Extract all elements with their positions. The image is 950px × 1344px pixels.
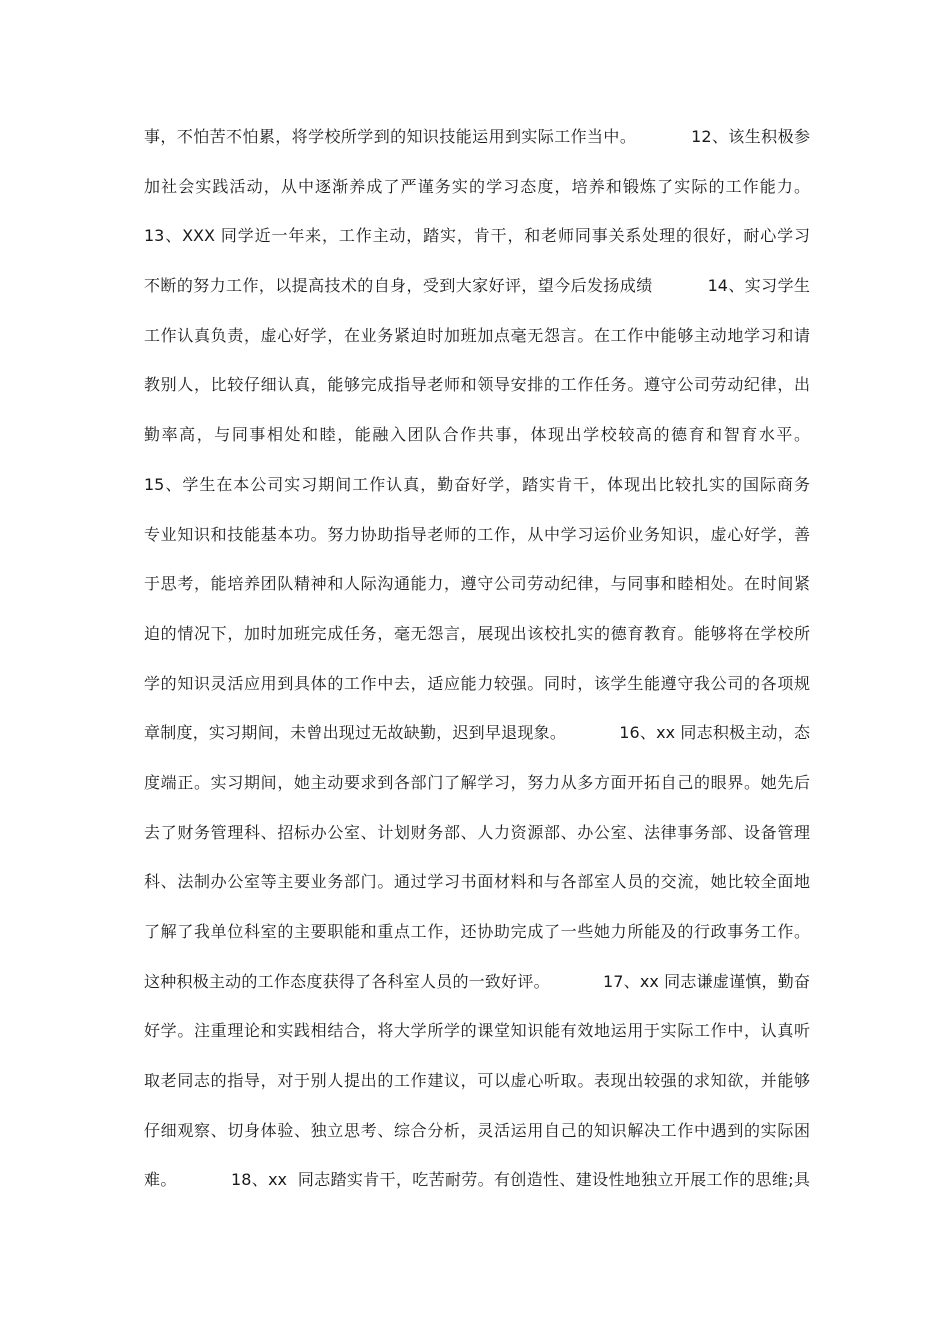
- text-line: 13、XXX 同学近一年来，工作主动，踏实，肯干，和老师同事关系处理的很好，耐心学习: [144, 226, 810, 246]
- text-line: 专业知识和技能基本功。努力协助指导老师的工作，从中学习运价业务知识，虚心好学，善: [144, 524, 810, 544]
- text-line: 仔细观察、切身体验、独立思考、综合分析，灵活运用自己的知识解决工作中遇到的实际困: [144, 1120, 810, 1140]
- text-line: 这种积极主动的工作态度获得了各科室人员的一致好评。 17、xx 同志谦虚谨慎，勤奋: [144, 971, 810, 991]
- text-line: 迫的情况下，加时加班完成任务，毫无怨言，展现出该校扎实的德育教育。能够将在学校所: [144, 623, 810, 643]
- text-line: 工作认真负责，虚心好学，在业务紧迫时加班加点毫无怨言。在工作中能够主动地学习和请: [144, 325, 810, 345]
- text-line: 勤率高，与同事相处和睦，能融入团队合作共事，体现出学校较高的德育和智育水平。: [144, 425, 810, 445]
- text-line: 于思考，能培养团队精神和人际沟通能力，遵守公司劳动纪律，与同事和睦相处。在时间紧: [144, 574, 810, 594]
- text-line: 科、法制办公室等主要业务部门。通过学习书面材料和与各部室人员的交流，她比较全面地: [144, 872, 810, 892]
- text-line: 了解了我单位科室的主要职能和重点工作，还协助完成了一些她力所能及的行政事务工作。: [144, 922, 810, 941]
- text-line: 取老同志的指导，对于别人提出的工作建议，可以虚心听取。表现出较强的求知欲，并能够: [144, 1071, 810, 1091]
- text-line: 加社会实践活动，从中逐渐养成了严谨务实的学习态度，培养和锻炼了实际的工作能力。: [144, 176, 810, 196]
- document-body: [144, 121, 810, 1214]
- text-line: 学的知识灵活应用到具体的工作中去，适应能力较强。同时，该学生能遵守我公司的各项规: [144, 673, 810, 693]
- text-line: 不断的努力工作，以提高技术的自身，受到大家好评，望今后发扬成绩 14、实习学生: [144, 276, 810, 296]
- text-line: 事，不怕苦不怕累，将学校所学到的知识技能运用到实际工作当中。 12、该生积极参: [144, 127, 810, 146]
- text-line: 好学。注重理论和实践相结合，将大学所学的课堂知识能有效地运用于实际工作中，认真听: [144, 1021, 810, 1041]
- text-line: 度端正。实习期间，她主动要求到各部门了解学习，努力从多方面开拓自己的眼界。她先后: [144, 772, 810, 792]
- text-line: 难。 18、xx 同志踏实肯干，吃苦耐劳。有创造性、建设性地独立开展工作的思维;具: [144, 1170, 810, 1190]
- text-line: 教别人，比较仔细认真，能够完成指导老师和领导安排的工作任务。遵守公司劳动纪律，出: [144, 375, 810, 395]
- text-line: 15、学生在本公司实习期间工作认真，勤奋好学，踏实肯干，体现出比较扎实的国际商务: [144, 474, 810, 494]
- text-line: 章制度，实习期间，未曾出现过无故缺勤，迟到早退现象。 16、xx 同志积极主动，态: [144, 723, 810, 743]
- text-line: 去了财务管理科、招标办公室、计划财务部、人力资源部、办公室、法律事务部、设备管理: [144, 822, 810, 842]
